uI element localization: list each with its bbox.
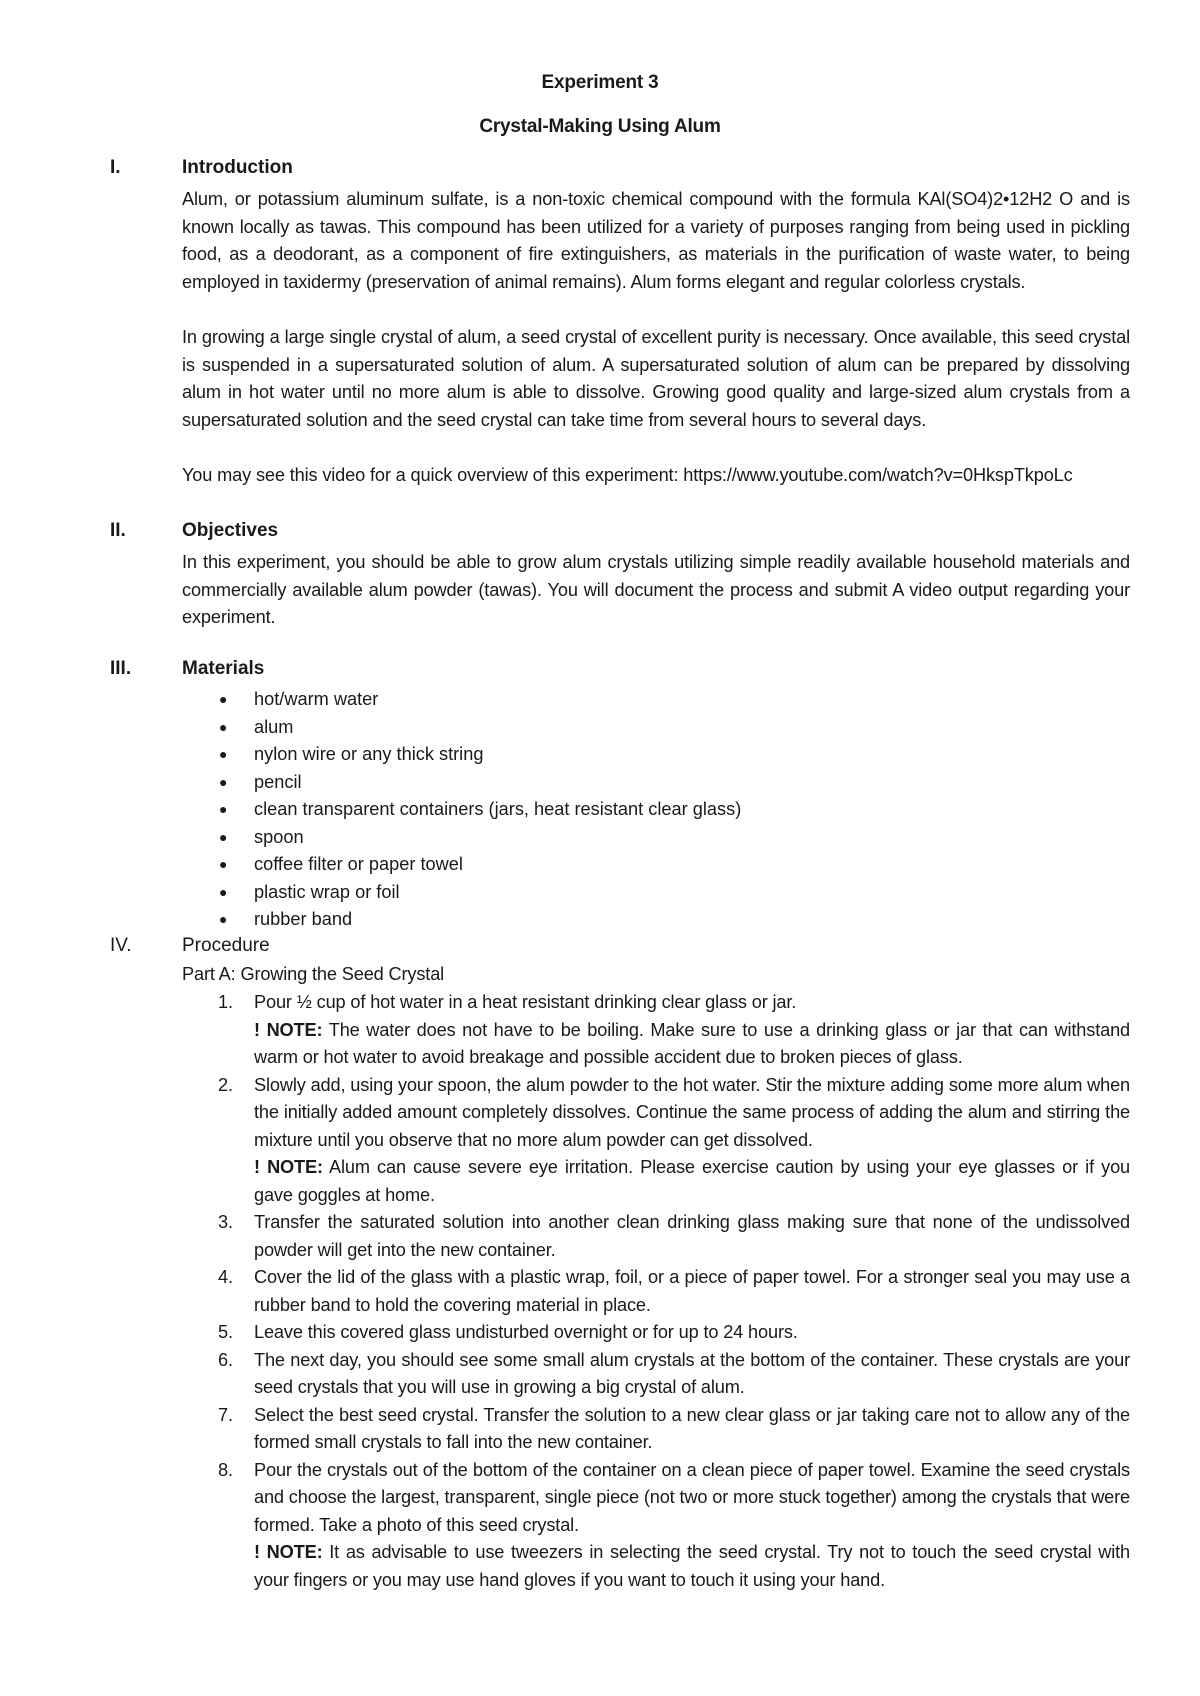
section-number: II. bbox=[110, 520, 126, 541]
document-subtitle: Crystal-Making Using Alum bbox=[479, 116, 721, 137]
bullet-icon: ● bbox=[219, 856, 228, 872]
bullet-icon: ● bbox=[219, 746, 228, 762]
material-label: clean transparent containers (jars, heat resistant clear glass) bbox=[254, 799, 742, 819]
section-number: I. bbox=[110, 157, 121, 178]
step-text: Cover the lid of the glass with a plastic wrap, foil, or a piece of paper towel. For a stronger seal you may use a rubber band to hold the covering material in place. bbox=[254, 1267, 1130, 1315]
section-heading: Procedure bbox=[182, 935, 270, 956]
intro-paragraph-3: You may see this video for a quick overview of this experiment: https://www.youtube.com/watch?v=0HkspTkpoLc bbox=[182, 465, 1073, 485]
list-item bbox=[182, 686, 1130, 714]
document-title: Experiment 3 bbox=[541, 72, 659, 93]
bullet-icon: ● bbox=[219, 773, 228, 790]
step-note: It as advisable to use tweezers in selecting the seed crystal. Try not to touch the seed crystal with your fingers or you may use hand gloves if you want to touch it using your hand. bbox=[254, 1542, 1130, 1590]
part-a-heading: Part A: Growing the Seed Crystal bbox=[182, 964, 445, 984]
bullet-icon: ● bbox=[219, 883, 228, 900]
material-label: alum bbox=[254, 716, 294, 737]
step-text: Slowly add, using your spoon, the alum powder to the hot water. Stir the mixture adding some more alum when the initially added amount completely dissolves. Continue the same process of adding the alum and stirring the mixture until you observe that no more alum powder can get dissolved. bbox=[254, 1074, 1130, 1150]
material-label: pencil bbox=[254, 771, 302, 792]
material-label: rubber band bbox=[254, 909, 353, 929]
section-number: III. bbox=[110, 658, 132, 679]
intro-paragraph-2: In growing a large single crystal of alum, a seed crystal of excellent purity is necessary. Once available, this seed crystal is suspended in a supersaturated solution of alum. A supersaturated solution of alum can be prepared by dissolving alum in hot water until no more alum is able to dissolve. Growing good quality and large-sized alum crystals from a supersaturated solution and the seed crystal can take time from several hours to several days. bbox=[182, 327, 1130, 430]
list-item bbox=[182, 741, 1130, 769]
step-text: Pour the crystals out of the bottom of the container on a clean piece of paper towel. Examine the seed crystals and choose the largest, transparent, single piece (not two or more stuck together) among the crystals that were formed. Take a photo of this seed crystal. bbox=[254, 1459, 1131, 1535]
list-item bbox=[182, 1347, 1130, 1402]
list-item bbox=[182, 714, 1130, 742]
note-label: ! NOTE: bbox=[254, 1019, 323, 1040]
list-item bbox=[182, 1209, 1130, 1264]
list-item bbox=[182, 851, 1130, 879]
list-item bbox=[182, 989, 1130, 1072]
step-number: 2. bbox=[218, 1074, 233, 1095]
bullet-icon: ● bbox=[219, 691, 228, 707]
bullet-icon: ● bbox=[219, 718, 228, 735]
step-note: The water does not have to be boiling. Make sure to use a drinking glass or jar that can withstand warm or hot water to avoid breakage and possible accident due to broken pieces of glass. bbox=[254, 1019, 1130, 1067]
step-note: Alum can cause severe eye irritation. Please exercise caution by using your eye glasses or if you gave goggles at home. bbox=[254, 1157, 1131, 1205]
list-item bbox=[182, 1072, 1130, 1210]
step-text: Transfer the saturated solution into another clean drinking glass making sure that none of the undissolved powder will get into the new container. bbox=[254, 1212, 1130, 1260]
step-number: 4. bbox=[218, 1267, 233, 1287]
step-text: Leave this covered glass undisturbed overnight or for up to 24 hours. bbox=[254, 1322, 798, 1342]
list-item bbox=[182, 769, 1130, 797]
list-item bbox=[182, 879, 1130, 907]
section-number: IV. bbox=[110, 935, 132, 956]
note-label: ! NOTE: bbox=[254, 1542, 323, 1562]
materials-list bbox=[182, 686, 1130, 934]
material-label: spoon bbox=[254, 826, 304, 847]
objectives-paragraph: In this experiment, you should be able to grow alum crystals utilizing simple readily available household materials and commercially available alum powder (tawas). You will document the process and submit A video output regarding your experiment. bbox=[182, 552, 1130, 627]
list-item bbox=[182, 1402, 1130, 1457]
intro-paragraph-1: Alum, or potassium aluminum sulfate, is a non-toxic chemical compound with the formula KAl(SO4)2•12H2 O and is known locally as tawas. This compound has been utilized for a variety of purposes ranging from being used in pickling food, as a deodorant, as a component of fire extinguishers, as materials in the purification of waste water, to being employed in taxidermy (preservation of animal remains). Alum forms elegant and regular colorless crystals. bbox=[182, 189, 1130, 292]
step-number: 3. bbox=[218, 1212, 233, 1232]
material-label: coffee filter or paper towel bbox=[254, 854, 463, 874]
section-heading: Introduction bbox=[182, 157, 293, 178]
bullet-icon: ● bbox=[219, 911, 228, 927]
procedure-steps bbox=[182, 989, 1130, 1594]
material-label: nylon wire or any thick string bbox=[254, 744, 484, 764]
material-label: plastic wrap or foil bbox=[254, 881, 400, 902]
step-number: 6. bbox=[218, 1349, 233, 1370]
list-item bbox=[182, 1319, 1130, 1347]
bullet-icon: ● bbox=[219, 801, 228, 817]
list-item bbox=[182, 1457, 1130, 1595]
bullet-icon: ● bbox=[219, 828, 228, 845]
note-label: ! NOTE: bbox=[254, 1157, 323, 1177]
step-number: 7. bbox=[218, 1404, 233, 1425]
list-item bbox=[182, 824, 1130, 852]
step-text: Select the best seed crystal. Transfer the solution to a new clear glass or jar taking care not to allow any of the formed small crystals to fall into the new container. bbox=[254, 1404, 1130, 1452]
list-item bbox=[182, 1264, 1130, 1319]
list-item bbox=[182, 796, 1130, 824]
step-number: 1. bbox=[218, 992, 233, 1012]
step-number: 5. bbox=[218, 1322, 233, 1342]
step-text: The next day, you should see some small alum crystals at the bottom of the container. These crystals are your seed crystals that you will use in growing a big crystal of alum. bbox=[254, 1349, 1130, 1397]
step-number: 8. bbox=[218, 1459, 233, 1480]
section-heading: Objectives bbox=[182, 520, 279, 541]
list-item bbox=[182, 906, 1130, 934]
material-label: hot/warm water bbox=[254, 689, 379, 709]
step-text: Pour ½ cup of hot water in a heat resistant drinking clear glass or jar. bbox=[254, 992, 797, 1012]
section-heading: Materials bbox=[182, 658, 265, 679]
